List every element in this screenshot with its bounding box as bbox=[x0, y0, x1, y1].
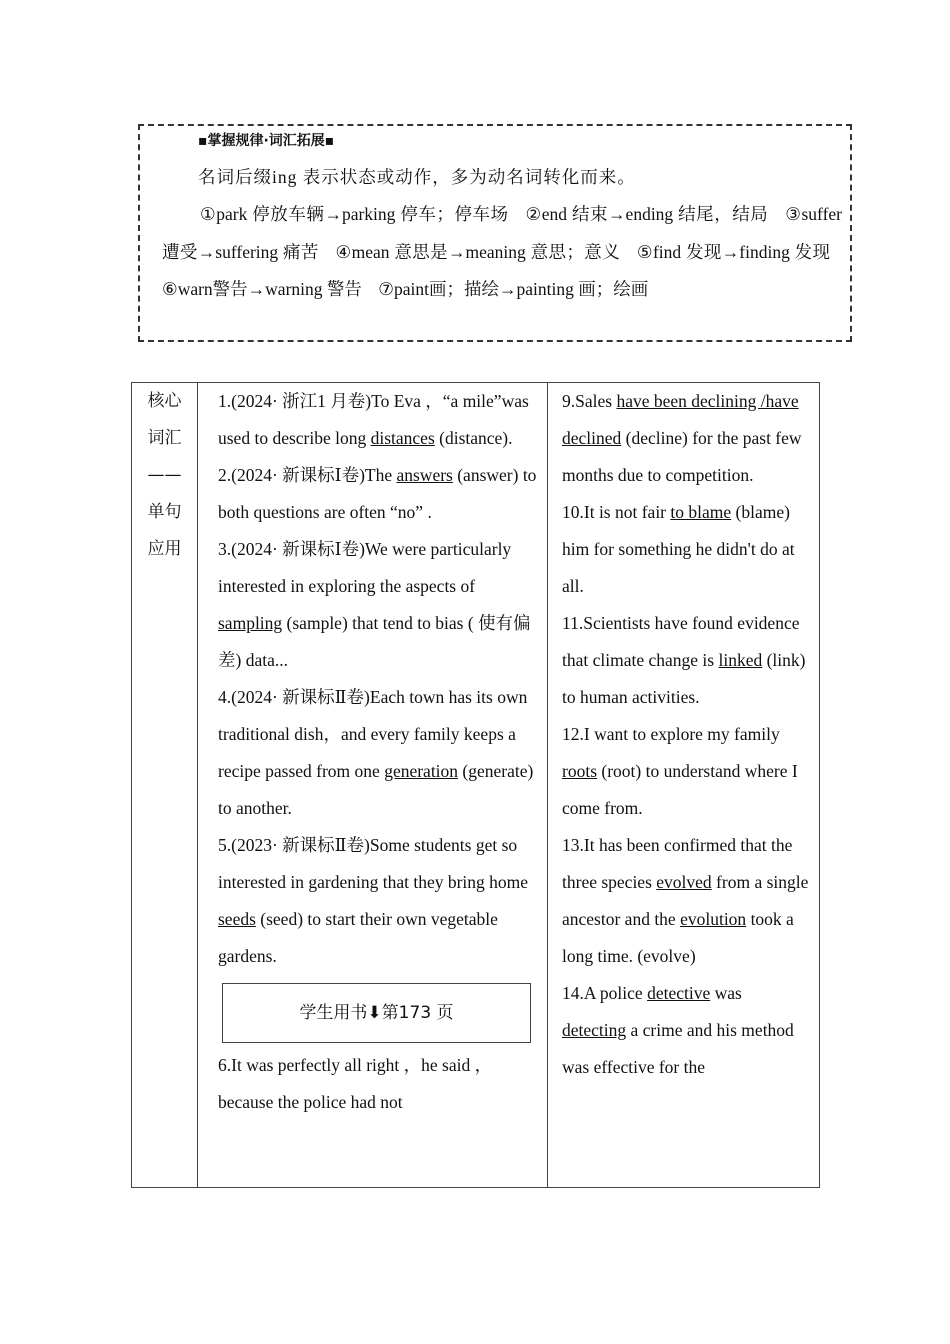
sentence-9: 9.Sales have been declining /have declined (decline) for the past few months due to competition. bbox=[562, 391, 802, 485]
sentence-12: 12.I want to explore my family roots (root) to understand where I come from. bbox=[562, 724, 798, 818]
sentence-10: 10.It is not fair to blame (blame) him for something he didn't do at all. bbox=[562, 502, 795, 596]
tip-item: ⑥warn警告→warning 警告 bbox=[162, 279, 362, 299]
tip-item: ③suffer 遭受→suffering 痛苦 bbox=[162, 204, 842, 262]
sentence-6: 6.It was perfectly all right ，he said ，because the police had not bbox=[218, 1055, 493, 1112]
tip-item: ①park 停放车辆→parking 停车；停车场 bbox=[200, 204, 509, 224]
right-column bbox=[548, 383, 820, 1188]
answer: sampling bbox=[218, 613, 283, 633]
tip-box bbox=[138, 124, 852, 342]
sentence-5: 5.(2023· 新课标Ⅱ卷)Some students get so interested in gardening that they bring home seeds (seed) to start their own vegetable gardens. bbox=[218, 835, 529, 966]
left-column bbox=[198, 383, 548, 1188]
tip-title: ▪掌握规律·词汇拓展▪ bbox=[198, 133, 335, 149]
answer: linked bbox=[718, 650, 763, 670]
answer: seeds bbox=[218, 909, 256, 929]
answer: answers bbox=[396, 465, 453, 485]
tip-item: ②end 结束→ending 结尾，结局 bbox=[525, 204, 769, 224]
tip-item: ⑤find 发现→finding 发现 bbox=[636, 241, 831, 262]
answer: evolution bbox=[680, 909, 747, 929]
answer: detective bbox=[647, 983, 711, 1003]
sentence-11: 11.Scientists have found evidence that climate change is linked (link) to human activities. bbox=[562, 613, 806, 707]
answer: distances bbox=[370, 428, 435, 448]
sentence-13: 13.It has been confirmed that the three species evolved from a single ancestor and the evolution took a long time. (evolve) bbox=[562, 835, 809, 966]
answer: to blame bbox=[670, 502, 732, 522]
sentence-3: 3.(2024· 新课标Ⅰ卷)We were particularly interested in exploring the aspects of sampling (sample) that tend to bias ( 使有偏差) data... bbox=[218, 539, 531, 670]
tip-item: ⑦paint画；描绘→painting 画；绘画 bbox=[378, 279, 649, 299]
answer: have been declining /have declined bbox=[562, 391, 799, 448]
section-label-cell bbox=[132, 383, 198, 1188]
tip-items bbox=[162, 196, 842, 309]
sentence-2: 2.(2024· 新课标Ⅰ卷)The answers (answer) to both questions are often “no” . bbox=[218, 465, 537, 522]
answer: generation bbox=[384, 761, 459, 781]
section-label: 核心词汇——单句应用 bbox=[147, 391, 182, 559]
sentence-14: 14.A police detective was detecting a crime and his method was effective for the bbox=[562, 983, 794, 1077]
answer: roots bbox=[562, 761, 597, 781]
answer: evolved bbox=[656, 872, 712, 892]
tip-item: ④mean 意思是→meaning 意思；意义 bbox=[335, 241, 621, 262]
vocab-table bbox=[131, 382, 820, 1188]
book-page-reference: 学生用书⬇第173 页 bbox=[222, 983, 531, 1043]
answer: detecting bbox=[562, 1020, 627, 1040]
sentence-4: 4.(2024· 新课标Ⅱ卷)Each town has its own traditional dish，and every family keeps a recipe passed from one generation (generate) to another. bbox=[218, 687, 534, 818]
tip-lead: 名词后缀ing 表示状态或动作，多为动名词转化而来。 bbox=[198, 167, 636, 187]
sentence-1: 1.(2024· 浙江1 月卷)To Eva ，“a mile”was used to describe long distances (distance). bbox=[218, 391, 529, 448]
